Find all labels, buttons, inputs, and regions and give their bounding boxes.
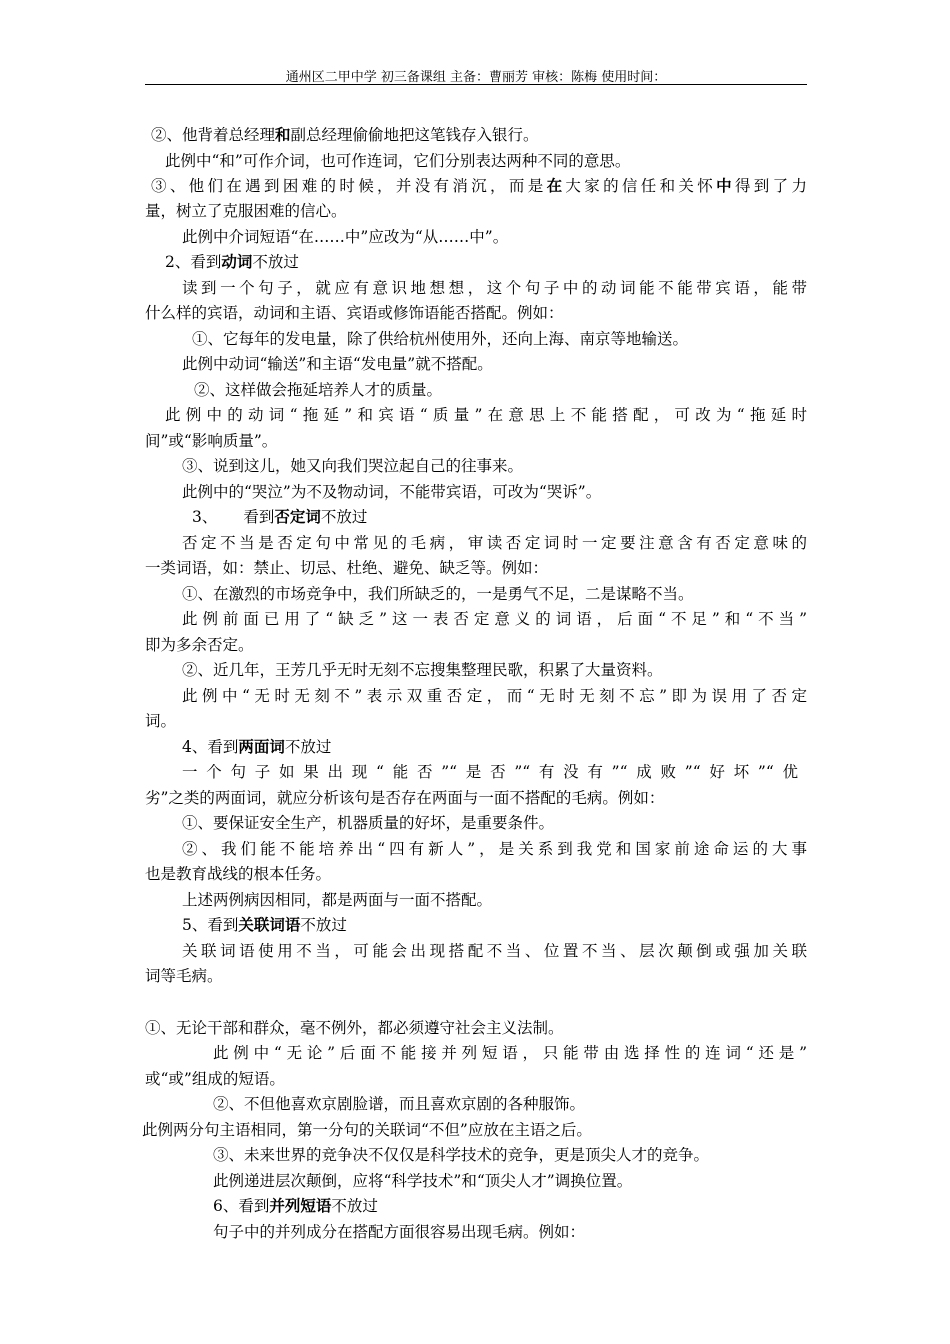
text-segment: ②、不但他喜欢京剧脸谱，而且喜欢京剧的各种服饰。 [213,1095,586,1113]
text-segment: 动词 [221,253,253,271]
text-segment: 也是教育战线的根本任务。 [145,865,332,883]
text-segment: 否定不当是否定句中常见的毛病，审读否定词时一定要注意含有否定意味的 [182,534,807,552]
text-segment: ①、在激烈的市场竞争中，我们所缺乏的，一是勇气不足，二是谋略不当。 [182,585,694,603]
text-segment: 此例中介词短语“在……中”应改为“从……中”。 [182,228,509,246]
line [182,532,807,554]
line [145,787,664,809]
text-segment: 此例递进层次颠倒，应将“科学技术”和“顶尖人才”调换位置。 [213,1172,633,1190]
section-heading [182,736,331,758]
text-segment: ①、无论干部和群众，毫不例外，都必须遵守社会主义法制。 [145,1019,564,1037]
line [182,608,807,630]
text-segment: 读到一个句子，就应有意识地想想，这个句子中的动词能不能带宾语，能带 [182,279,807,297]
line [213,1221,585,1243]
text-segment: 上述两例病因相同，都是两面与一面不搭配。 [182,891,493,909]
text-segment: 在 [546,177,566,195]
line [145,200,347,222]
text-segment: 4、看到 [182,738,239,756]
text-segment: 此例两分句主语相同，第一分句的关联词“不但”应放在主语之后。 [142,1121,592,1139]
page-header: 通州区二甲中学 初三备课组 主备：曹丽芳 审核：陈梅 使用时间： [285,70,667,85]
text-segment: 不放过 [320,508,368,526]
line [182,812,554,834]
text-segment: 看到 [243,508,275,526]
text-segment: 和 [275,126,291,144]
text-segment: 此例中“和”可作介词，也可作连词，它们分别表达两种不同的意思。 [165,152,631,170]
text-segment: 5、看到 [182,916,239,934]
line [145,1068,285,1090]
line [165,150,630,172]
line [182,226,508,248]
line [213,1042,807,1064]
section-heading [192,506,367,528]
line [145,863,331,885]
text-segment: 即为多余否定。 [145,636,254,654]
line [213,1170,632,1192]
line [182,659,663,681]
text-segment: 此例中动词“输送”和主语“发电量”就不搭配。 [182,355,493,373]
line [182,353,493,375]
text-segment: 不放过 [300,916,347,934]
line [182,685,807,707]
text-segment: 量，树立了克服困难的信心。 [145,202,347,220]
text-segment: 中 [716,177,735,195]
text-segment: 劣”之类的两面词，就应分析该句是否存在两面与一面不搭配的毛病。例如： [145,789,665,807]
line [213,1093,585,1115]
line [142,1119,592,1141]
line [182,455,523,477]
text-segment: 不放过 [252,253,299,271]
line [145,634,254,656]
section-heading [182,914,347,936]
line [145,430,277,452]
text-segment: 此例中的动词“拖延”和宾语“质量”在意思上不能搭配，可改为“拖延时 [165,406,807,424]
line [194,379,442,401]
line [151,175,807,197]
line [182,277,807,299]
line [192,328,688,350]
line [182,481,601,503]
text-segment: 不放过 [331,1197,378,1215]
text-segment: ②、我们能不能培养出“四有新人”，是关系到我党和国家前途命运的大事 [182,840,807,858]
line [165,404,807,426]
text-segment: ②、这样做会拖延培养人才的质量。 [194,381,443,399]
text-segment: ①、它每年的发电量，除了供给杭州使用外，还向上海、南京等地输送。 [192,330,689,348]
text-segment: 大家的信任和关怀 [565,177,717,195]
text-segment: 间”或“影响质量”。 [145,432,278,450]
text-segment: ③、未来世界的竞争决不仅仅是科学技术的竞争，更是顶尖人才的竞争。 [213,1146,710,1164]
text-segment: 此例中的“哭泣”为不及物动词，不能带宾语，可改为“哭诉”。 [182,483,602,501]
text-segment: 此例中“无论”后面不能接并列短语，只能带由选择性的连词“还是” [213,1044,807,1062]
line [182,940,807,962]
text-segment: 两面词 [238,738,285,756]
header-rule [145,84,807,85]
text-segment: 什么样的宾语，动词和主语、宾语或修饰语能否搭配。例如： [145,304,564,322]
text-segment: ③、说到这儿，她又向我们哭泣起自己的往事来。 [182,457,524,475]
line [145,557,548,579]
text-segment: 否定词 [274,508,321,526]
line [182,838,807,860]
text-segment: 此例中“无时无刻不”表示双重否定，而“无时无刻不忘”即为误用了否定 [182,687,807,705]
line [145,965,223,987]
line [151,124,539,146]
text-segment: 得到了力 [734,177,807,195]
text-segment: 词。 [145,712,177,730]
text-segment: ②、他背着总经理 [151,126,276,144]
text-segment: 或“或”组成的短语。 [145,1070,285,1088]
line [145,1017,564,1039]
text-segment: ③、他们在遇到困难的时候，并没有消沉，而是 [151,177,547,195]
line [182,761,798,783]
text-segment: ①、要保证安全生产，机器质量的好坏，是重要条件。 [182,814,555,832]
text-segment: ②、近几年，王芳几乎无时无刻不忘搜集整理民歌，积累了大量资料。 [182,661,663,679]
text-segment: 一类词语，如：禁止、切忌、杜绝、避免、缺乏等。例如： [145,559,549,577]
line [182,889,492,911]
line [213,1144,709,1166]
line [182,583,694,605]
text-segment: 不放过 [284,738,332,756]
text-segment: 关联词语 [238,916,301,934]
section-heading [165,251,299,273]
text-segment: 副总经理偷偷地把这笔钱存入银行。 [290,126,539,144]
text-segment: 关联词语使用不当，可能会出现搭配不当、位置不当、层次颠倒或强加关联 [182,942,807,960]
text-segment: 句子中的并列成分在搭配方面很容易出现毛病。例如： [213,1223,586,1241]
text-segment: 6、看到 [213,1197,270,1215]
line [145,302,564,324]
text-segment: 并列短语 [269,1197,332,1215]
text-segment: 词等毛病。 [145,967,223,985]
text-segment: 2、看到 [165,253,222,271]
section-heading [213,1195,378,1217]
text-segment: 一个句子如果出现“能否”“是否”“有没有”“成败”“好坏”“优 [182,763,798,781]
line [145,710,176,732]
text-segment: 3、 [192,508,218,526]
text-segment: 此例前面已用了“缺乏”这一表否定意义的词语，后面“不足”和“不当” [182,610,807,628]
